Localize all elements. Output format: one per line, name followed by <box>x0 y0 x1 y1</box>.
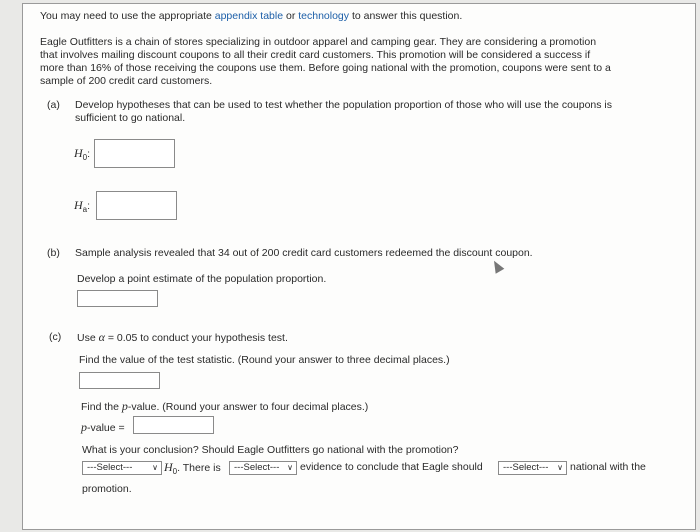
problem-line-3: more than 16% of those receiving the coupons use them. Before going national with the promotion, coupons were sent to a <box>40 62 611 74</box>
part-b-text: Sample analysis revealed that 34 out of 200 credit card customers redeemed the discount coupon. <box>75 247 533 259</box>
alpha-statement: Use α = 0.05 to conduct your hypothesis test. <box>77 330 288 344</box>
point-estimate-input[interactable] <box>77 290 158 307</box>
technology-link[interactable]: technology <box>298 10 350 22</box>
part-b-prompt: Develop a point estimate of the population proportion. <box>77 273 327 285</box>
h0-input[interactable] <box>94 139 175 168</box>
instruction-text <box>40 9 462 23</box>
instruction-prefix: You may need to use the appropriate <box>40 10 215 22</box>
go-national-select[interactable]: ---Select--- ∨ <box>498 461 567 475</box>
problem-line-4: sample of 200 credit card customers. <box>40 75 213 87</box>
part-b-label: (b) <box>47 247 60 259</box>
conclusion-question: What is your conclusion? Should Eagle Outfitters go national with the promotion? <box>82 444 459 456</box>
chevron-down-icon: ∨ <box>152 463 158 472</box>
h0-conclusion-text: $H_0$. There is <box>164 460 221 477</box>
problem-line-2: that involves mailing discount coupons to all their credit card customers. This promotion will be considered a success if <box>40 49 591 61</box>
part-a-text-1: Develop hypotheses that can be used to test whether the population proportion of those who will use the coupons is <box>75 99 613 111</box>
chevron-down-icon: ∨ <box>287 463 293 472</box>
ha-label: $H_a$: <box>74 198 91 215</box>
instruction-mid: or <box>283 10 299 22</box>
promotion-text: promotion. <box>82 483 132 495</box>
instruction-suffix: to answer this question. <box>349 10 463 22</box>
ha-input[interactable] <box>96 191 177 220</box>
problem-line-1: Eagle Outfitters is a chain of stores specializing in outdoor apparel and camping gear. They are considering a promotion <box>40 36 597 48</box>
part-c-label: (c) <box>49 331 62 343</box>
part-a-text-2: sufficient to go national. <box>75 112 186 124</box>
p-value-prompt: Find the p-value. (Round your answer to four decimal places.) <box>81 399 369 413</box>
evidence-select[interactable]: ---Select--- ∨ <box>229 461 297 475</box>
test-statistic-prompt: Find the value of the test statistic. (Round your answer to three decimal places.) <box>79 354 450 366</box>
h0-label: $H_0$: <box>74 146 91 163</box>
test-statistic-input[interactable] <box>79 372 160 389</box>
p-value-label: p-value = <box>81 420 125 434</box>
p-value-input[interactable] <box>133 416 214 434</box>
evidence-text: evidence to conclude that Eagle should <box>300 461 483 473</box>
chevron-down-icon: ∨ <box>557 463 563 472</box>
appendix-table-link[interactable]: appendix table <box>214 10 284 22</box>
part-a-label: (a) <box>47 99 60 111</box>
national-text: national with the <box>570 461 646 473</box>
reject-select[interactable]: ---Select--- ∨ <box>82 461 162 475</box>
